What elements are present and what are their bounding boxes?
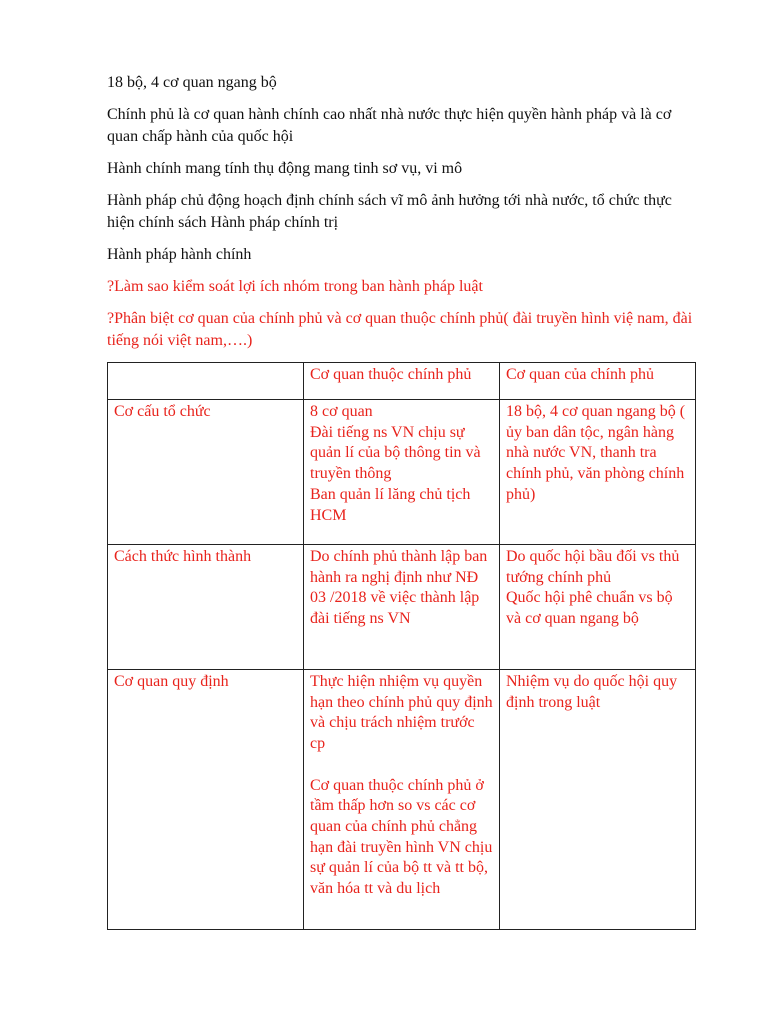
- paragraph: Hành chính mang tính thụ động mang tinh sơ vụ, vi mô: [107, 160, 463, 177]
- table-cell: [500, 545, 696, 670]
- cell-line: Cơ quan thuộc chính phủ ở tầm thấp hơn so vs các cơ quan của chính phủ chẳng hạn đài truyền hình VN chịu sự quản lí của bộ tt và tt bộ, văn hóa tt và du lịch: [310, 776, 493, 898]
- table-header-cell: Cơ quan thuộc chính phủ: [304, 363, 500, 400]
- cell-line: Nhiệm vụ do quốc hội quy định trong luật: [506, 673, 678, 711]
- table-cell: [304, 400, 500, 545]
- document-page: [107, 72, 697, 930]
- question-paragraph: ?Làm sao kiểm soát lợi ích nhóm trong ban hành pháp luật: [107, 278, 483, 295]
- paragraph: 18 bộ, 4 cơ quan ngang bộ: [107, 74, 277, 91]
- cell-line: Do quốc hội bầu đối vs thủ tướng chính phủ: [506, 548, 680, 586]
- table-header-cell-empty: [108, 363, 304, 400]
- cell-line: Thực hiện nhiệm vụ quyền hạn theo chính phủ quy định và chịu trách nhiệm trước cp: [310, 673, 493, 753]
- cell-line: Ban quản lí lăng chủ tịch HCM: [310, 485, 471, 524]
- table-row: [108, 670, 696, 930]
- cell-line: Quốc hội phê chuẩn vs bộ và cơ quan ngang bộ: [506, 589, 673, 628]
- table-cell: [500, 670, 696, 930]
- table-cell: [304, 545, 500, 670]
- paragraph: Chính phủ là cơ quan hành chính cao nhất nhà nước thực hiện quyền hành pháp và là cơ quan chấp hành của quốc hội: [107, 106, 672, 145]
- row-label-cell: Cơ cấu tổ chức: [108, 400, 304, 545]
- table-row: [108, 400, 696, 545]
- comparison-table: [107, 362, 696, 930]
- paragraph: Hành pháp chủ động hoạch định chính sách vĩ mô ảnh hưởng tới nhà nước, tổ chức thực hiện chính sách Hành pháp chính trị: [107, 192, 672, 231]
- row-label-cell: Cơ quan quy định: [108, 670, 304, 930]
- table-row: [108, 545, 696, 670]
- table-cell: [304, 670, 500, 930]
- cell-blank-line: [310, 755, 493, 776]
- row-label-cell: Cách thức hình thành: [108, 545, 304, 670]
- question-paragraph: ?Phân biệt cơ quan của chính phủ và cơ quan thuộc chính phủ( đài truyền hình việ nam, đài tiếng nói việt nam,….): [107, 310, 693, 349]
- paragraph: Hành pháp hành chính: [107, 246, 252, 263]
- table-cell: [500, 400, 696, 545]
- cell-line: 18 bộ, 4 cơ quan ngang bộ ( ủy ban dân tộc, ngân hàng nhà nước VN, thanh tra chính phủ, văn phòng chính phủ): [506, 403, 686, 503]
- table-header-cell: Cơ quan của chính phủ: [500, 363, 696, 400]
- cell-line: Đài tiếng ns VN chịu sự quản lí của bộ thông tin và truyền thông: [310, 423, 481, 483]
- table-header-row: [108, 363, 696, 400]
- cell-line: 8 cơ quan: [310, 403, 373, 420]
- cell-line: Do chính phủ thành lập ban hành ra nghị định như NĐ 03 /2018 về việc thành lập đài tiếng ns VN: [310, 548, 488, 628]
